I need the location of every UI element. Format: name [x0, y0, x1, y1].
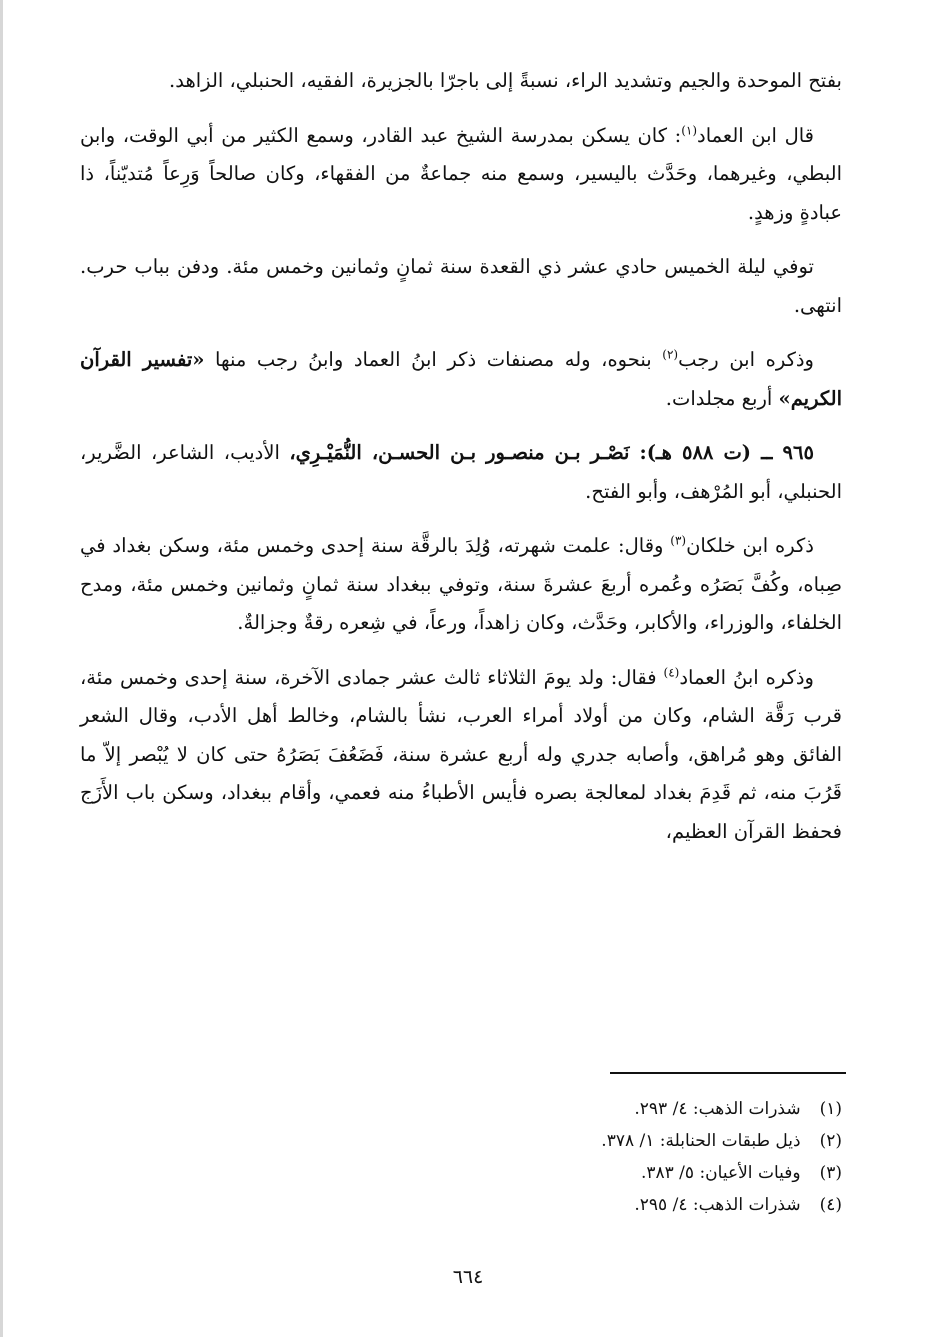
footnote	[520, 1125, 842, 1157]
page-number: ٦٦٤	[452, 1266, 484, 1288]
biography-entry	[80, 434, 842, 511]
paragraph	[80, 248, 842, 325]
footnote	[520, 1093, 842, 1125]
footnote-text: وفيات الأعيان: ٥/ ٣٨٣.	[640, 1163, 801, 1183]
paragraph-text: ذكره ابن خلكان	[686, 534, 814, 557]
footnote-reference: (٤)	[663, 665, 680, 679]
footnote-text: ذيل طبقات الحنابلة: ١/ ٣٧٨.	[601, 1131, 801, 1151]
footnote-number: (١)	[819, 1099, 842, 1119]
footnote	[520, 1189, 842, 1221]
footnote-reference: (٣)	[670, 533, 687, 548]
paragraph-text: أربع مجلدات.	[665, 386, 779, 410]
paragraph	[80, 659, 842, 852]
entry-heading: ٩٦٥ ــ (ت ٥٨٨ هـ): نَصْـر بـن منصـور بـن الحسـن، النُّمَيْـرِي،	[289, 441, 814, 464]
paragraph-text: الأديب، الشاعر، الضَّرير، الحنبلي، أبو المُرْهف، وأبو الفتح.	[80, 441, 842, 503]
paragraph-text: توفي ليلة الخميس حادي عشر ذي القعدة سنة ثمانٍ وثمانين وخمس مئة. ودفن بباب حرب. انتهى.	[80, 255, 842, 317]
footnote-reference: (١)	[681, 123, 698, 137]
paragraph	[80, 62, 842, 101]
paragraph-text: وذكره ابنُ العماد	[679, 665, 814, 689]
paragraph-text: : كان يسكن بمدرسة الشيخ عبد القادر، وسمع الكثير من أبي الوقت، وابن البطي، وغيرهما، وحَدَّث باليسير، وسمع منه جماعةٌ من الفقهاء، وكان صالحاً وَرِعاً مُتديّناً، ذا عبادةٍ وزهدٍ.	[80, 123, 842, 224]
paragraph-text: وذكره ابن رجب	[678, 348, 814, 371]
paragraph-text: بنحوه، وله مصنفات ذكر ابنُ العماد وابنُ رجب منها	[215, 348, 663, 371]
footnote-reference: (٢)	[662, 347, 679, 362]
paragraph	[80, 341, 842, 418]
footnote-text: شذرات الذهب: ٤/ ٢٩٥.	[634, 1195, 801, 1215]
book-title: «تفسير القرآن الكريم»	[80, 348, 842, 410]
footnote-divider	[610, 1072, 846, 1074]
paragraph-text: فقال: ولد يومَ الثلاثاء ثالث عشر جمادى الآخرة، سنة إحدى وخمس مئة، قرب رَقَّة الشام، وكان من أولاد أمراء العرب، نشأ بالشام، وخالط أهل الأدب، وقال الشعر الفائق وهو مُراهق، وأصابه جدري وله أربع عشرة سنة، فَضَعُفَ بَصَرُهُ حتى كان لا يُبْصر إلاّ ما قَرُبَ منه، ثم قَدِمَ بغداد لمعالجة بصره فأيس الأطباءُ منه فعمي، وأقام ببغداد، وسكن باب الأَزَج فحفظ القرآن العظيم،	[80, 665, 842, 843]
paragraph-text: وقال: علمت شهرته، وُلِدَ بالرقَّة سنة إحدى وخمس مئة، وسكن بغداد في صِباه، وكُفَّ بَصَرُه وعُمره أربعَ عشرةَ سنة، وتوفي ببغداد سنة ثمانٍ وثمانين وخمس مئة، ومدح الخلفاء، والوزراء، والأكابر، وحَدَّث، وكان زاهداً، ورعاً، في شِعره رقةٌ وجزالةٌ.	[80, 534, 842, 634]
paragraph	[80, 117, 842, 233]
footnote-number: (٣)	[819, 1163, 842, 1183]
footnote-number: (٢)	[819, 1131, 842, 1151]
paragraph-text: بفتح الموحدة والجيم وتشديد الراء، نسبةً إلى باجرّا بالجزيرة، الفقيه، الحنبلي، الزاهد.	[169, 69, 842, 92]
footnote-text: شذرات الذهب: ٤/ ٢٩٣.	[634, 1099, 801, 1119]
paragraph	[80, 527, 842, 643]
footnotes	[520, 1093, 842, 1221]
footnote-number: (٤)	[819, 1195, 842, 1215]
footnote	[520, 1157, 842, 1189]
paragraph-text: قال ابن العماد	[697, 123, 814, 147]
page-edge	[0, 0, 3, 1337]
main-text	[80, 62, 842, 867]
